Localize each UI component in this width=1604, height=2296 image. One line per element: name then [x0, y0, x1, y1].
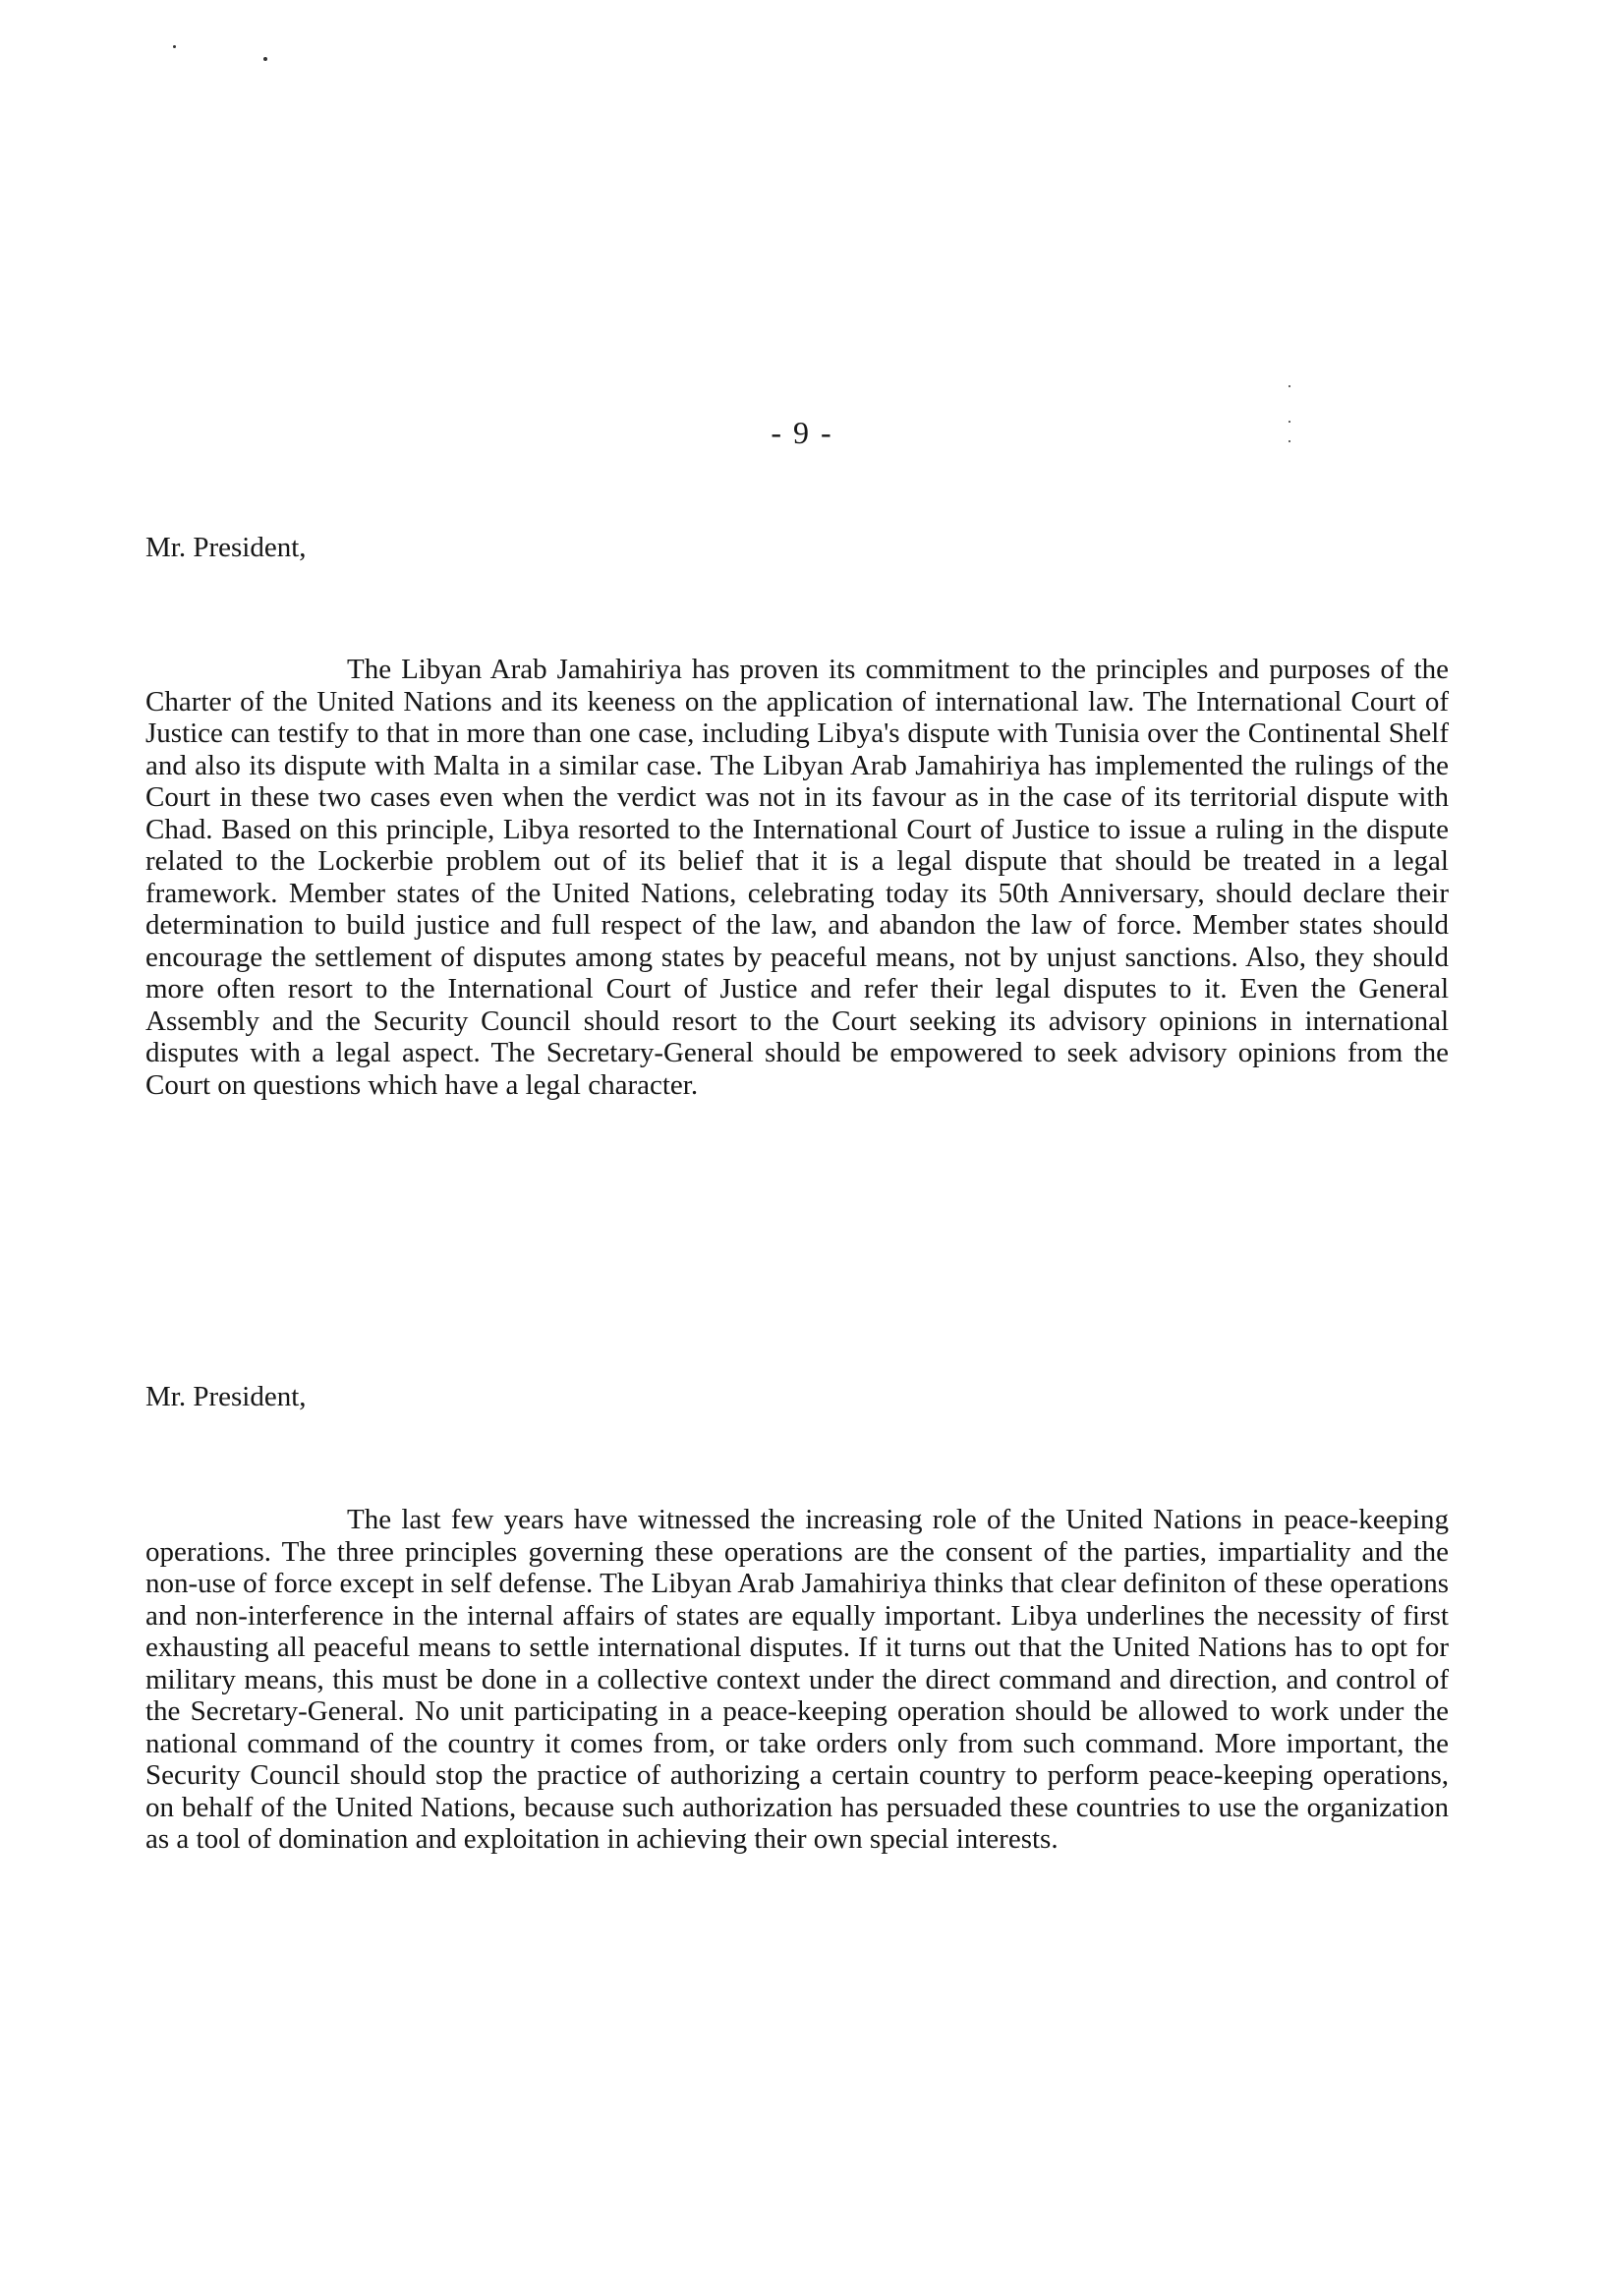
salutation: Mr. President,	[145, 532, 307, 563]
body-paragraph: The Libyan Arab Jamahiriya has proven its commitment to the principles and purposes of the Charter of the United Nations and its keeness on the application of international law. The International Court of Justice can testify to that in more than one case, including Libya's dispute with Tunisia over the Continental Shelf and also its dispute with Malta in a similar case. The Libyan Arab Jamahiriya has implemented the rulings of the Court in these two cases even when the verdict was not in its favour as in the case of its territorial dispute with Chad. Based on this principle, Libya resorted to the International Court of Justice to issue a ruling in the dispute related to the Lockerbie problem out of its belief that it is a legal dispute that should be treated in a legal framework. Member states of the United Nations, celebrating today its 50th Anniversary, should declare their determination to build justice and full respect of the law, and abandon the law of force. Member states should encourage the settlement of disputes among states by peaceful means, not by unjust sanctions. Also, they should more often resort to the International Court of Justice and refer their legal disputes to it. Even the General Assembly and the Security Council should resort to the Court seeking its advisory opinions in international disputes with a legal aspect. The Secretary-General should be empowered to seek advisory opinions from the Court on questions which have a legal character.	[145, 654, 1449, 1101]
body-paragraph: The last few years have witnessed the increasing role of the United Nations in peace-keeping operations. The three principles governing these operations are the consent of the parties, impartiality and the non-use of force except in self defense. The Libyan Arab Jamahiriya thinks that clear definiton of these operations and non-interference in the internal affairs of states are equally important. Libya underlines the necessity of first exhausting all peaceful means to settle international disputes. If it turns out that the United Nations has to opt for military means, this must be done in a collective context under the direct command and direction, and control of the Secretary-General. No unit participating in a peace-keeping operation should be allowed to work under the national command of the country it comes from, or take orders only from such command. More important, the Security Council should stop the practice of authorizing a certain country to perform peace-keeping operations, on behalf of the United Nations, because such authorization has persuaded these countries to use the organization as a tool of domination and exploitation in achieving their own special interests.	[145, 1504, 1449, 1855]
scan-speck	[263, 57, 267, 61]
scan-speck	[173, 45, 176, 48]
scan-speck	[1289, 385, 1290, 387]
page-number: - 9 -	[771, 415, 833, 450]
salutation: Mr. President,	[145, 1381, 307, 1412]
